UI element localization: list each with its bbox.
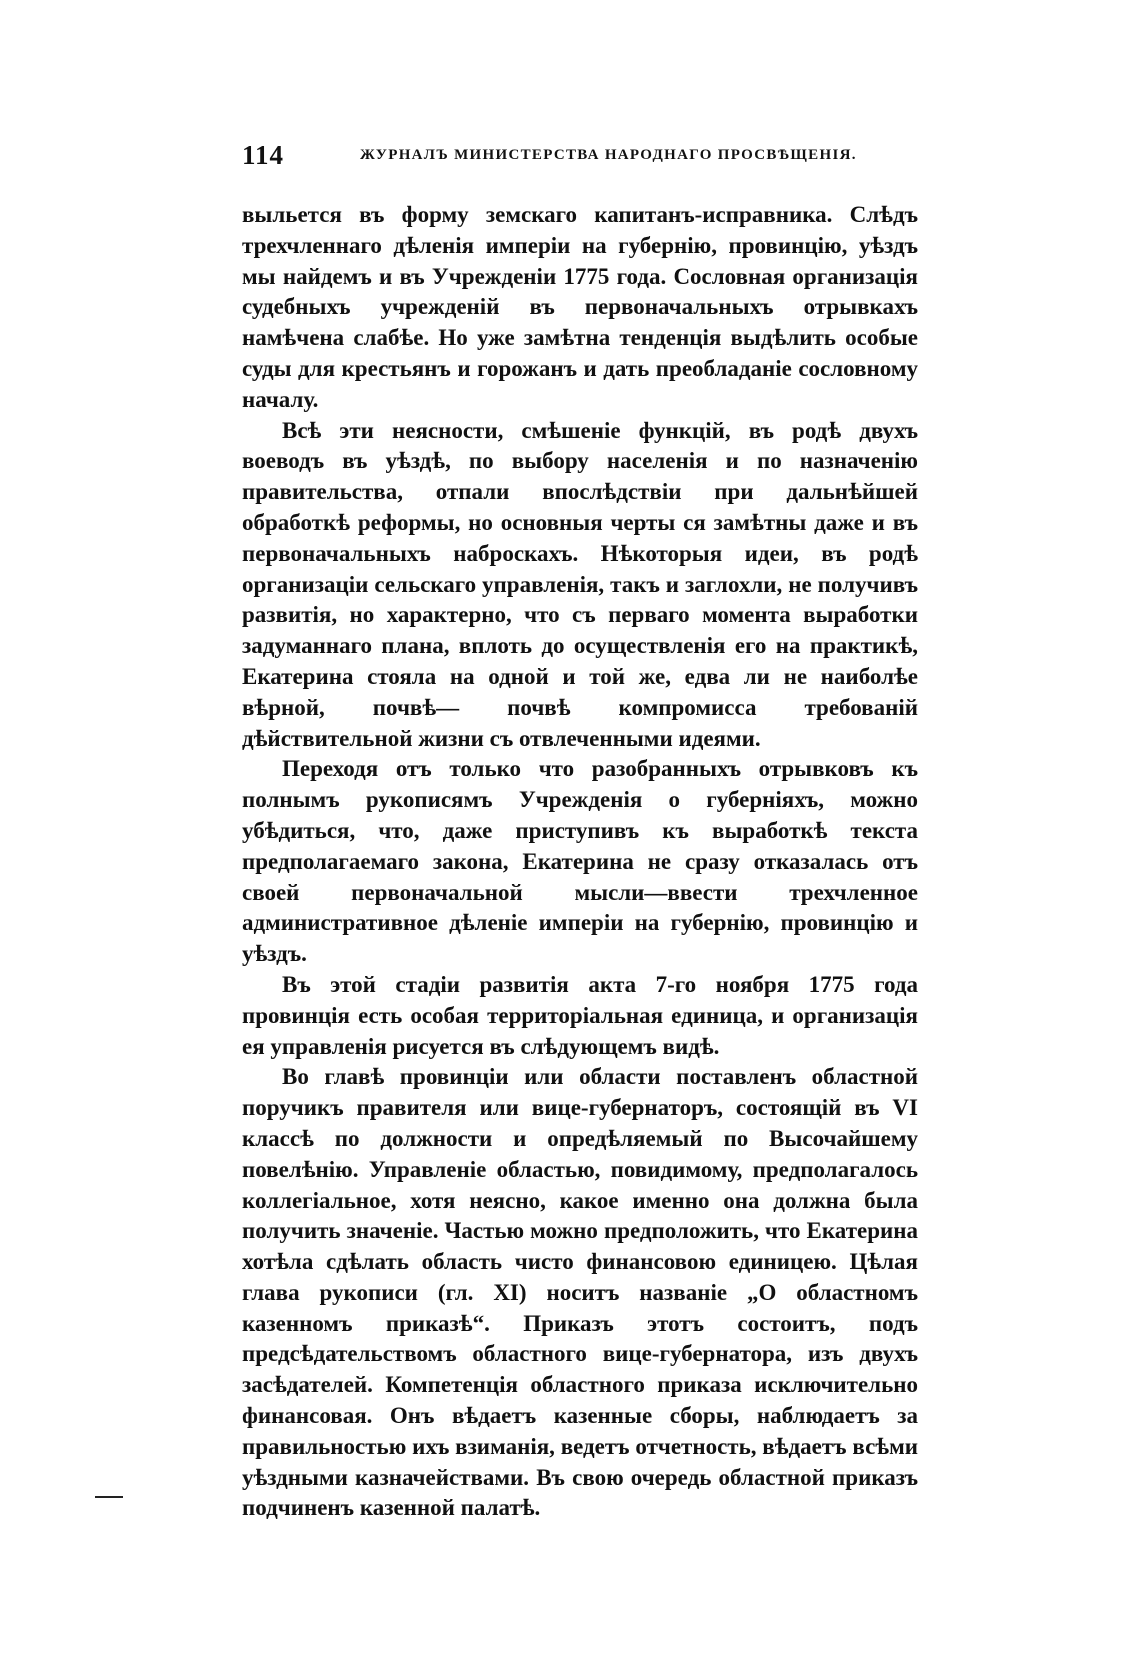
margin-dash bbox=[95, 1496, 123, 1498]
paragraph-1: выльется въ форму земскаго капитанъ-исправника. Слѣдъ трехчленнаго дѣленія имперіи на губернію, провинцію, уѣздъ мы найдемъ и въ Учрежденіи 1775 года. Сословная организація судебныхъ учрежденій въ первоначальныхъ отрывкахъ намѣчена слабѣе. Но уже замѣтна тенденція выдѣлить особые суды для крестьянъ и горожанъ и дать преобладаніе сословному началу. bbox=[242, 202, 918, 412]
paragraph-4: Въ этой стадіи развитія акта 7-го ноября 1775 года провинція есть особая территоріальная единица, и организація ея управленія рисуется въ слѣдующемъ видѣ. bbox=[242, 971, 918, 1059]
body-text bbox=[242, 200, 918, 1524]
paragraph-2: Всѣ эти неясности, смѣшеніе функцій, въ родѣ двухъ воеводъ въ уѣздѣ, по выбору населенія и по назначенію правительства, отпали впослѣдствіи при дальнѣйшей обработкѣ реформы, но основныя черты ся замѣтны даже и въ первоначальныхъ наброскахъ. Нѣкоторыя идеи, въ родѣ организаціи сельскаго управленія, такъ и заглохли, не получивъ развитія, но характерно, что съ перваго момента выработки задуманнаго плана, вплоть до осуществленія его на практикѣ, Екатерина стояла на одной и той же, едва ли не наиболѣе вѣрной, почвѣ— почвѣ компромисса требованій дѣйствительной жизни съ отвлеченными идеями. bbox=[242, 417, 918, 751]
running-header bbox=[242, 140, 918, 176]
paragraph-3: Переходя отъ только что разобранныхъ отрывковъ къ полнымъ рукописямъ Учрежденія о губерніяхъ, можно убѣдиться, что, даже приступивъ къ выработкѣ текста предполагаемаго закона, Екатерина не сразу отказалась отъ своей первоначальной мысли—ввести трехчленное административное дѣленіе имперіи на губернію, провинцію и уѣздъ. bbox=[242, 756, 918, 967]
journal-title: ЖУРНАЛЪ МИНИСТЕРСТВА НАРОДНАГО ПРОСВѢЩЕНІЯ. bbox=[360, 147, 857, 163]
page-number: 114 bbox=[242, 140, 285, 170]
paragraph-5: Во главѣ провинціи или области поставленъ областной поручикъ правителя или вице-губернаторъ, состоящій въ VI классѣ по должности и опредѣляемый по Высочайшему повелѣнію. Управленіе областью, повидимому, предполагалось коллегіальное, хотя неясно, какое именно она должна была получить значеніе. Частью можно предположить, что Екатерина хотѣла сдѣлать область чисто финансовою единицею. Цѣлая глава рукописи (гл. XI) носитъ названіе „О областномъ казенномъ приказѣ“. Приказъ этотъ состоитъ, подъ предсѣдательствомъ областного вице-губернатора, изъ двухъ засѣдателей. Компетенція областного приказа исключительно финансовая. Онъ вѣдаетъ казенные сборы, наблюдаетъ за правильностью ихъ взиманія, ведетъ отчетность, вѣдаетъ всѣми уѣздными казначействами. Въ свою очередь областной приказъ подчиненъ казенной палатѣ. bbox=[242, 1064, 918, 1521]
